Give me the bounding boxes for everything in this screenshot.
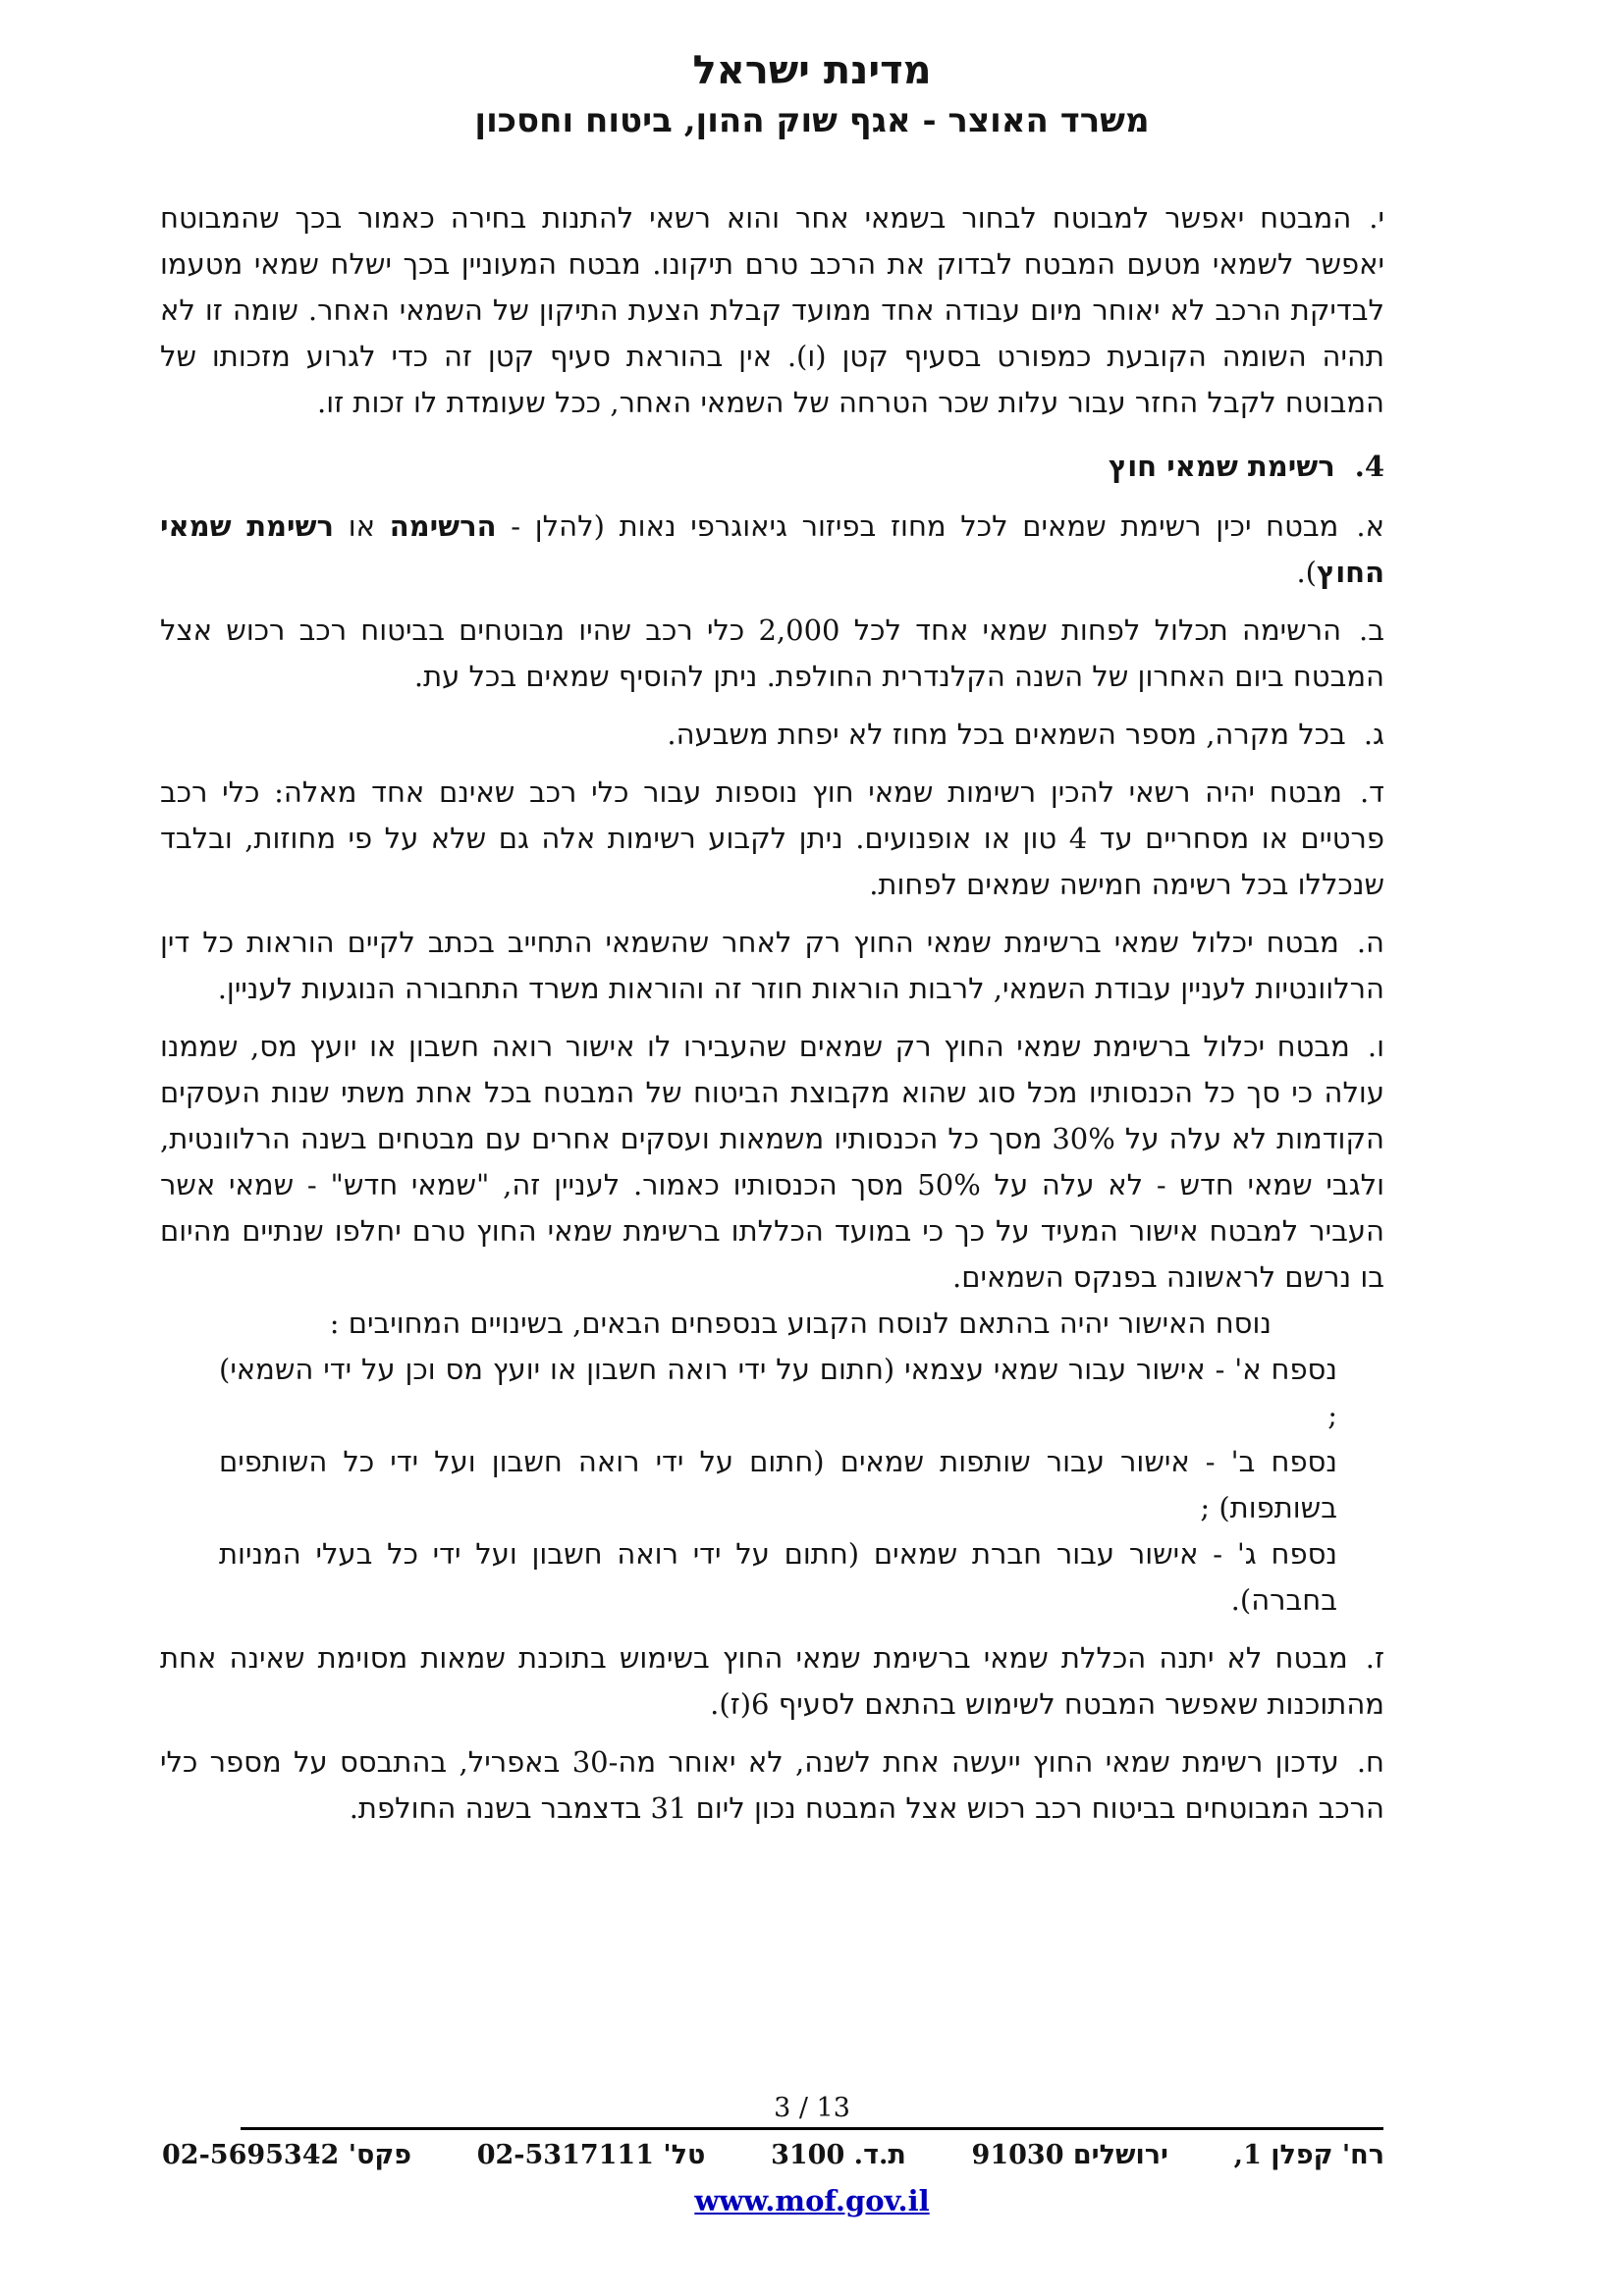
clause-vav-text: מבטח יכלול ברשימת שמאי החוץ רק שמאים שהעבירו לו אישור רואה חשבון או יועץ מס, שממנו עולה כי סך כל הכנסותיו מכל סוג שהוא מקבוצת הביטוח של המבטח בכל אחת משתי שנות העסקים הקודמות לא עלה על 30% מסך כל הכנסותיו משמאות ועסקים אחרים עם מבטחים בשנה הרלוונטית, ולגבי שמאי חדש - לא עלה על 50% מסך הכנסותיו כאמור. לעניין זה, "שמאי חדש" - שמאי אשר העביר למבטח אישור המעיד על כך כי במועד הכללתו ברשימת שמאי החוץ טרם יחלפו שנתיים מהיום בו נרשם לראשונה בפנקס השמאים.: [160, 1029, 1384, 1294]
clause-zayin-text: מבטח לא יתנה הכללת שמאי ברשימת שמאי החוץ בשימוש בתוכנת שמאות מסוימת שאינה אחת מהתוכנות שאפשר המבטח לשימוש בהתאם לסעיף 6(ז).: [160, 1640, 1384, 1721]
clause-dalet: [160, 770, 1384, 908]
clause-zayin: [160, 1635, 1384, 1728]
clause-he: [160, 920, 1384, 1012]
footer-address: [162, 2140, 1384, 2170]
section-4-title: רשימת שמאי חוץ: [1109, 449, 1335, 483]
clause-alef-text-pre: מבטח יכין רשימת שמאים לכל מחוז בפיזור גיאוגרפי נאות (להלן -: [496, 508, 1339, 543]
page-number: 3 / 13: [774, 2093, 850, 2123]
clause-bet-marker: ב.: [1359, 613, 1385, 647]
clause-vav-main: [160, 1024, 1384, 1301]
section-4-heading: [160, 444, 1384, 490]
defined-term-outside-appraisers-list: רשימת שמאי החוץ: [160, 508, 1384, 589]
clause-he-text: מבטח יכלול שמאי ברשימת שמאי החוץ רק לאחר שהשמאי התחייב בכתב לקיים הוראות כל דין הרלוונטיות לעניין עבודת השמאי, לרבות הוראות חוזר זה והוראות משרד התחבורה הנוגעות לעניין.: [160, 925, 1384, 1005]
address-fax: פקס' 02-5695342: [162, 2140, 411, 2170]
address-street: רח' קפלן 1,: [1233, 2140, 1384, 2170]
appendix-gimel-line: נספח ג' - אישור עבור חברת שמאים (חתום על ידי רואה חשבון ועל ידי כל בעלי המניות בחברה).: [219, 1536, 1337, 1617]
clause-dalet-marker: ד.: [1359, 774, 1384, 809]
page-footer: [0, 2093, 1624, 2217]
approval-format-intro: נוסח האישור יהיה בהתאם לנוסח הקבוע בנספחים הבאים, בשינויים המחויבים :: [329, 1306, 1272, 1340]
clause-gimel-text: בכל מקרה, מספר השמאים בכל מחוז לא יפחת משבעה.: [667, 717, 1346, 751]
clause-het: [160, 1739, 1384, 1832]
clause-yud: [160, 195, 1384, 426]
address-city-zip: ירושלים 91030: [971, 2140, 1168, 2170]
clause-alef-text-post: ).: [1296, 555, 1318, 589]
appendix-alef-line: נספח א' - אישור עבור שמאי עצמאי (חתום על ידי רואה חשבון או יועץ מס וכן על ידי השמאי) ;: [219, 1352, 1337, 1432]
address-pob: ת.ד. 3100: [771, 2140, 906, 2170]
state-title: מדינת ישראל: [692, 47, 932, 93]
website-line: [0, 2184, 1624, 2217]
clause-bet-text: הרשימה תכלול לפחות שמאי אחד לכל 2,000 כלי רכב שהיו מבוטחים בביטוח רכב רכוש אצל המבטח ביום האחרון של השנה הקלנדרית החולפת. ניתן להוסיף שמאים בכל עת.: [160, 613, 1384, 693]
mof-website-link[interactable]: www.mof.gov.il: [694, 2184, 930, 2217]
clause-vav: [160, 1024, 1384, 1624]
clause-vav-marker: ו.: [1367, 1029, 1384, 1063]
section-4-number: 4.: [1354, 449, 1384, 483]
defined-term-list: הרשימה: [389, 508, 497, 543]
clause-het-text: עדכון רשימת שמאי החוץ ייעשה אחת לשנה, לא יאוחר מה-30 באפריל, בהתבסס על מספר כלי הרכב המבוטחים בביטוח רכב רכוש אצל המבטח נכון ליום 31 בדצמבר בשנה החולפת.: [160, 1744, 1384, 1825]
address-phone: טל' 02-5317111: [476, 2140, 706, 2170]
document-header: [0, 0, 1624, 142]
clause-gimel: [160, 712, 1384, 758]
clause-yud-marker: י.: [1369, 200, 1384, 235]
clause-bet: [160, 608, 1384, 700]
clause-dalet-text: מבטח יהיה רשאי להכין רשימות שמאי חוץ נוספות עבור כלי רכב שאינם אחד מאלה: כלי רכב פרטיים או מסחריים עד 4 טון או אופנועים. ניתן לקבוע רשימות אלה גם שלא על פי מחוזות, ובלבד שנכללו בכל רשימה חמישה שמאים לפחות.: [160, 774, 1384, 901]
clause-he-marker: ה.: [1356, 925, 1384, 959]
clause-yud-text: המבטח יאפשר למבוטח לבחור בשמאי אחר והוא רשאי להתנות בחירה כאמור בכך שהמבוטח יאפשר לשמאי מטעם המבטח לבדוק את הרכב טרם תיקונו. מבטח המעוניין בכך ישלח שמאי מטעמו לבדיקת הרכב לא יאוחר מיום עבודה אחד ממועד קבלת הצעת התיקון של השמאי האחר. שומה זו לא תהיה השומה הקובעת כמפורט בסעיף קטן (ו). אין בהוראת סעיף קטן זה כדי לגרוע מזכותו של המבוטח לקבל החזר עבור עלות שכר הטרחה של השמאי האחר, ככל שעומדת לו זכות זו.: [160, 200, 1384, 419]
clause-alef: [160, 504, 1384, 596]
footer-divider: [241, 2127, 1383, 2130]
appendix-bet-line: נספח ב' - אישור עבור שותפות שמאים (חתום על ידי רואה חשבון ועל ידי כל השותפים בשותפות) ;: [219, 1444, 1337, 1524]
clause-zayin-marker: ז.: [1365, 1640, 1384, 1675]
clause-gimel-marker: ג.: [1363, 717, 1384, 751]
document-body: [160, 195, 1384, 1832]
ministry-subtitle: משרד האוצר - אגף שוק ההון, ביטוח וחסכון: [474, 101, 1150, 140]
clause-het-marker: ח.: [1356, 1744, 1384, 1779]
clause-alef-text-mid: או: [334, 508, 390, 543]
clause-alef-marker: א.: [1356, 508, 1384, 543]
